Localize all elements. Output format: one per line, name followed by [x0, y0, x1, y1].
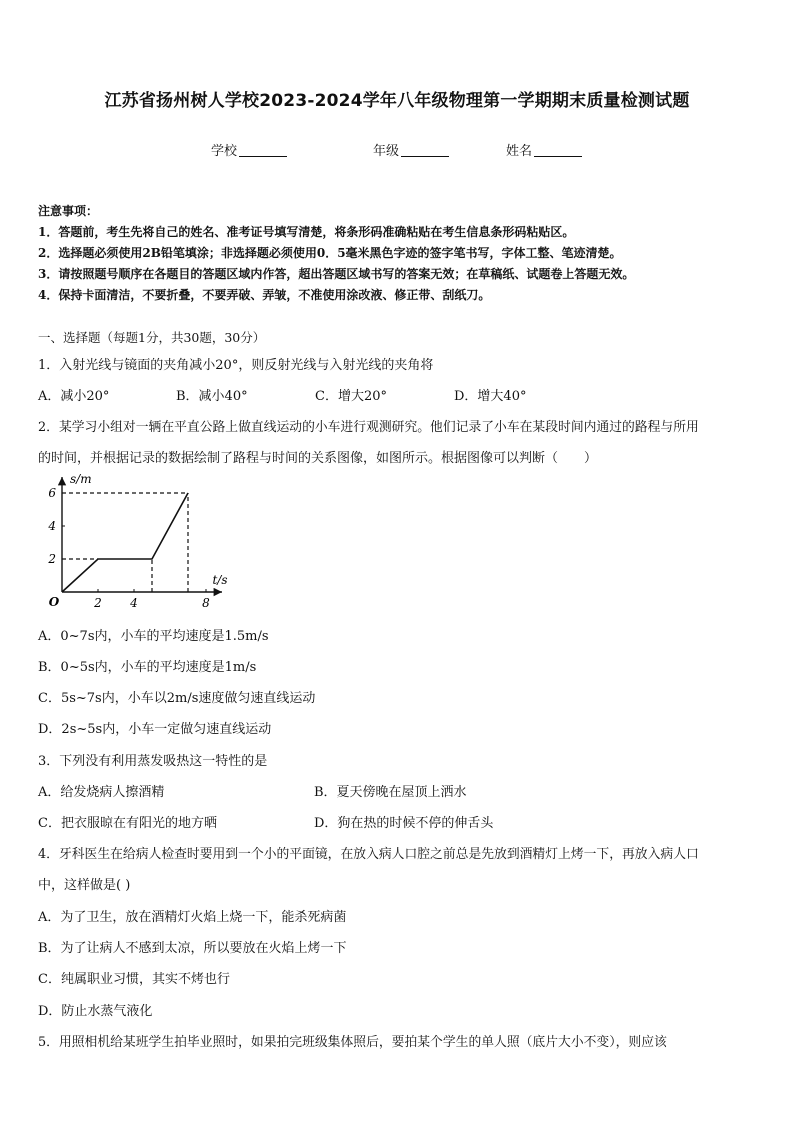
school-field[interactable]	[211, 140, 287, 159]
q3-option-d[interactable]: D．狗在热的时候不停的伸舌头	[314, 816, 494, 831]
q1-option-b[interactable]: B．减小40°	[176, 389, 248, 404]
q2-option-c[interactable]: C．5s~7s内，小车以2m/s速度做匀速直线运动	[38, 691, 316, 706]
question-2-stem-line1: 2．某学习小组对一辆在平直公路上做直线运动的小车进行观测研究。他们记录了小车在某段时间内通过的路程与所用	[38, 420, 699, 435]
name-label: 姓名	[506, 144, 533, 159]
q2-option-a[interactable]: A．0~7s内，小车的平均速度是1.5m/s	[38, 629, 269, 644]
q2-option-d[interactable]: D．2s~5s内，小车一定做匀速直线运动	[38, 722, 272, 737]
x-axis-label: t/s	[212, 573, 228, 587]
question-4-stem-line1: 4．牙科医生在给病人检查时要用到一个小的平面镜，在放入病人口腔之前总是先放到酒精灯上烤一下，再放入病人口	[38, 847, 699, 862]
student-info-row	[0, 140, 794, 160]
chart-series	[62, 493, 188, 592]
y-tick-label: 4	[48, 519, 56, 533]
q3-option-b[interactable]: B．夏天傍晚在屋顶上洒水	[314, 785, 467, 800]
notice-item: 4．保持卡面清洁，不要折叠，不要弄破、弄皱，不准使用涂改液、修正带、刮纸刀。	[38, 288, 491, 302]
x-tick-label: 2	[94, 596, 102, 610]
notice-item: 3．请按照题号顺序在各题目的答题区域内作答，超出答题区域书写的答案无效；在草稿纸、试题卷上答题无效。	[38, 267, 635, 281]
page-title: 江苏省扬州树人学校2023-2024学年八年级物理第一学期期末质量检测试题	[104, 91, 690, 111]
y-tick-label: 2	[48, 552, 56, 566]
question-4-stem-line2: 中，这样做是( )	[38, 878, 131, 893]
name-blank[interactable]	[534, 142, 582, 157]
question-1-stem: 1．入射光线与镜面的夹角减小20°，则反射光线与入射光线的夹角将	[38, 358, 434, 373]
origin-label: O	[48, 595, 60, 609]
notice-item: 1．答题前，考生先将自己的姓名、准考证号填写清楚，将条形码准确粘贴在考生信息条形码粘贴区。	[38, 225, 575, 239]
notice-heading: 注意事项：	[38, 204, 99, 218]
question-2-stem-line2: 的时间，并根据记录的数据绘制了路程与时间的关系图像，如图所示。根据图像可以判断（ ）	[38, 451, 598, 466]
q1-option-a[interactable]: A．减小20°	[38, 389, 110, 404]
q1-option-c[interactable]: C．增大20°	[315, 389, 387, 404]
question-5-stem: 5．用照相机给某班学生拍毕业照时，如果拍完班级集体照后，要拍某个学生的单人照（底片大小不变），则应该	[38, 1035, 667, 1050]
q3-option-c[interactable]: C．把衣服晾在有阳光的地方晒	[38, 816, 217, 831]
y-axis-label: s/m	[70, 472, 92, 486]
q4-option-d[interactable]: D．防止水蒸气液化	[38, 1004, 153, 1019]
notice-item: 2．选择题必须使用2B铅笔填涂；非选择题必须使用0．5毫米黑色字迹的签字笔书写，字体工整、笔迹清楚。	[38, 246, 622, 260]
question-3-stem: 3．下列没有利用蒸发吸热这一特性的是	[38, 754, 268, 769]
chart-guides	[62, 493, 188, 592]
q2-option-b[interactable]: B．0~5s内，小车的平均速度是1m/s	[38, 660, 257, 675]
q1-option-d[interactable]: D．增大40°	[454, 389, 527, 404]
y-tick-label: 6	[48, 486, 56, 500]
distance-time-chart	[40, 472, 240, 617]
grade-label: 年级	[373, 144, 400, 159]
section-title: 一、选择题（每题1分，共30题，30分）	[38, 330, 266, 345]
x-tick-label: 8	[202, 596, 210, 610]
school-blank[interactable]	[239, 142, 287, 157]
q4-option-a[interactable]: A．为了卫生，放在酒精灯火焰上烧一下，能杀死病菌	[38, 910, 347, 925]
q4-option-c[interactable]: C．纯属职业习惯，其实不烤也行	[38, 972, 230, 987]
chart-axes	[62, 477, 222, 592]
q3-option-a[interactable]: A．给发烧病人擦酒精	[38, 785, 165, 800]
school-label: 学校	[211, 144, 238, 159]
name-field[interactable]	[506, 140, 582, 159]
x-tick-label: 4	[130, 596, 138, 610]
q4-option-b[interactable]: B．为了让病人不感到太凉，所以要放在火焰上烤一下	[38, 941, 347, 956]
series-line	[62, 493, 188, 592]
grade-blank[interactable]	[401, 142, 449, 157]
grade-field[interactable]	[373, 140, 449, 159]
chart-labels	[47, 472, 227, 610]
